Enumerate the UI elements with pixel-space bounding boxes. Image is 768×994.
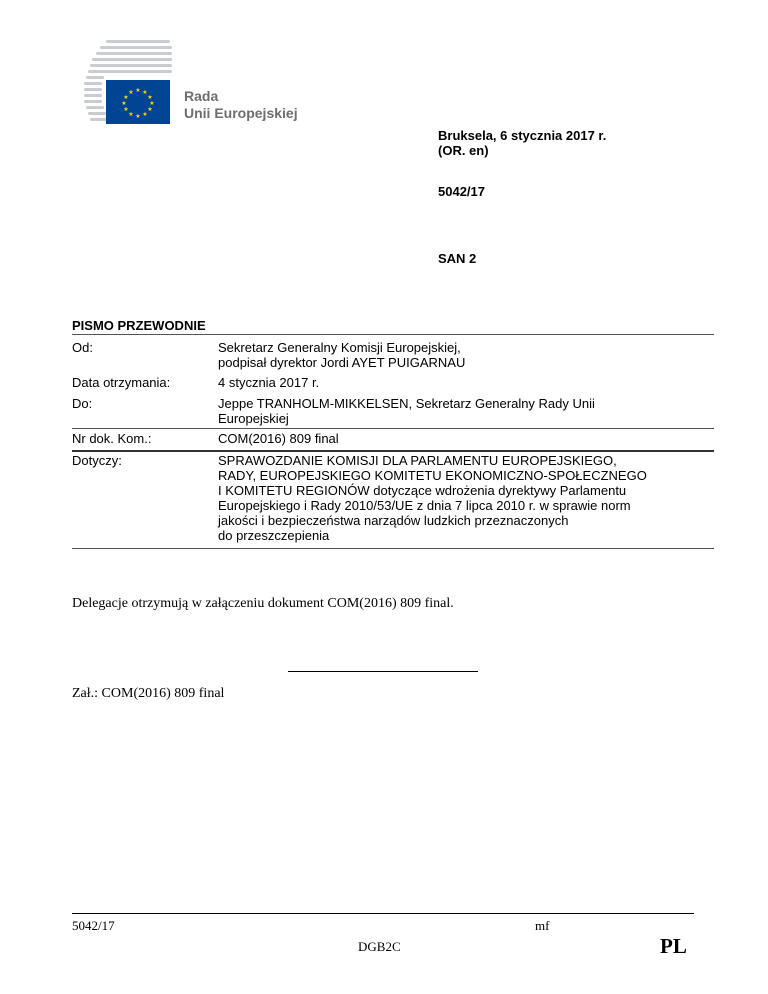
subject-line: Europejskiego i Rady 2010/53/UE z dnia 7 lipca 2010 r. w sprawie norm: [218, 498, 631, 513]
footer-dg: DGB2C: [358, 939, 401, 954]
svg-text:★: ★: [128, 111, 134, 118]
svg-text:★: ★: [142, 111, 148, 118]
body-paragraph: Delegacje otrzymują w załączeniu dokument COM(2016) 809 final.: [72, 596, 454, 611]
to-label: Do:: [72, 396, 93, 411]
document-number: 5042/17: [438, 184, 485, 199]
document-code: SAN 2: [438, 251, 477, 266]
table-rule-1: [72, 428, 714, 429]
table-bottom-rule: [72, 548, 714, 549]
attachment-note: Zał.: COM(2016) 809 final: [72, 686, 225, 701]
svg-text:★: ★: [142, 89, 148, 96]
svg-text:★: ★: [123, 94, 129, 101]
svg-text:★: ★: [121, 100, 127, 107]
subject-line: SPRAWOZDANIE KOMISJI DLA PARLAMENTU EUROPEJSKIEGO,: [218, 453, 617, 468]
place-date: Bruksela, 6 stycznia 2017 r.: [438, 128, 607, 143]
footer-doc-number: 5042/17: [72, 918, 115, 933]
received-value: 4 stycznia 2017 r.: [218, 375, 320, 390]
footer-rule: [72, 913, 694, 914]
from-value: [218, 340, 714, 370]
original-language: (OR. en): [438, 143, 489, 158]
org-name-line1: Rada: [184, 88, 219, 104]
from-label: Od:: [72, 340, 93, 355]
to-value: [218, 396, 714, 426]
subject-line: I KOMITETU REGIONÓW dotyczące wdrożenia dyrektywy Parlamentu: [218, 483, 627, 498]
svg-text:★: ★: [149, 100, 155, 107]
subject-value: [218, 453, 714, 543]
council-logo: [76, 38, 316, 128]
organization-name: [184, 88, 298, 122]
to-value-line1: Jeppe TRANHOLM-MIKKELSEN, Sekretarz Generalny Rady Unii: [218, 396, 595, 411]
subject-line: do przeszczepienia: [218, 528, 330, 543]
eu-flag-icon: [106, 80, 170, 124]
com-label: Nr dok. Kom.:: [72, 431, 152, 446]
subject-line: RADY, EUROPEJSKIEGO KOMITETU EKONOMICZNO-SPOŁECZNEGO: [218, 468, 647, 483]
subject-line: jakości i bezpieczeństwa narządów ludzkich przeznaczonych: [218, 513, 569, 528]
svg-text:★: ★: [135, 113, 141, 120]
footer-initials: mf: [535, 918, 550, 933]
org-name-line2: Unii Europejskiej: [184, 105, 298, 121]
subject-label: Dotyczy:: [72, 453, 122, 468]
svg-text:★: ★: [147, 94, 153, 101]
to-value-line2: Europejskiej: [218, 411, 289, 426]
from-value-line2: podpisał dyrektor Jordi AYET PUIGARNAU: [218, 355, 466, 370]
cover-note-title: PISMO PRZEWODNIE: [72, 318, 206, 333]
svg-text:★: ★: [147, 106, 153, 113]
com-value: COM(2016) 809 final: [218, 431, 339, 446]
from-value-line1: Sekretarz Generalny Komisji Europejskiej,: [218, 340, 461, 355]
table-rule-2: [72, 450, 714, 452]
svg-text:★: ★: [135, 87, 141, 94]
received-label: Data otrzymania:: [72, 375, 171, 390]
table-top-rule: [72, 334, 714, 335]
svg-text:★: ★: [123, 106, 129, 113]
footer-language: PL: [660, 934, 687, 958]
separator-line: [288, 671, 478, 672]
svg-text:★: ★: [128, 89, 134, 96]
